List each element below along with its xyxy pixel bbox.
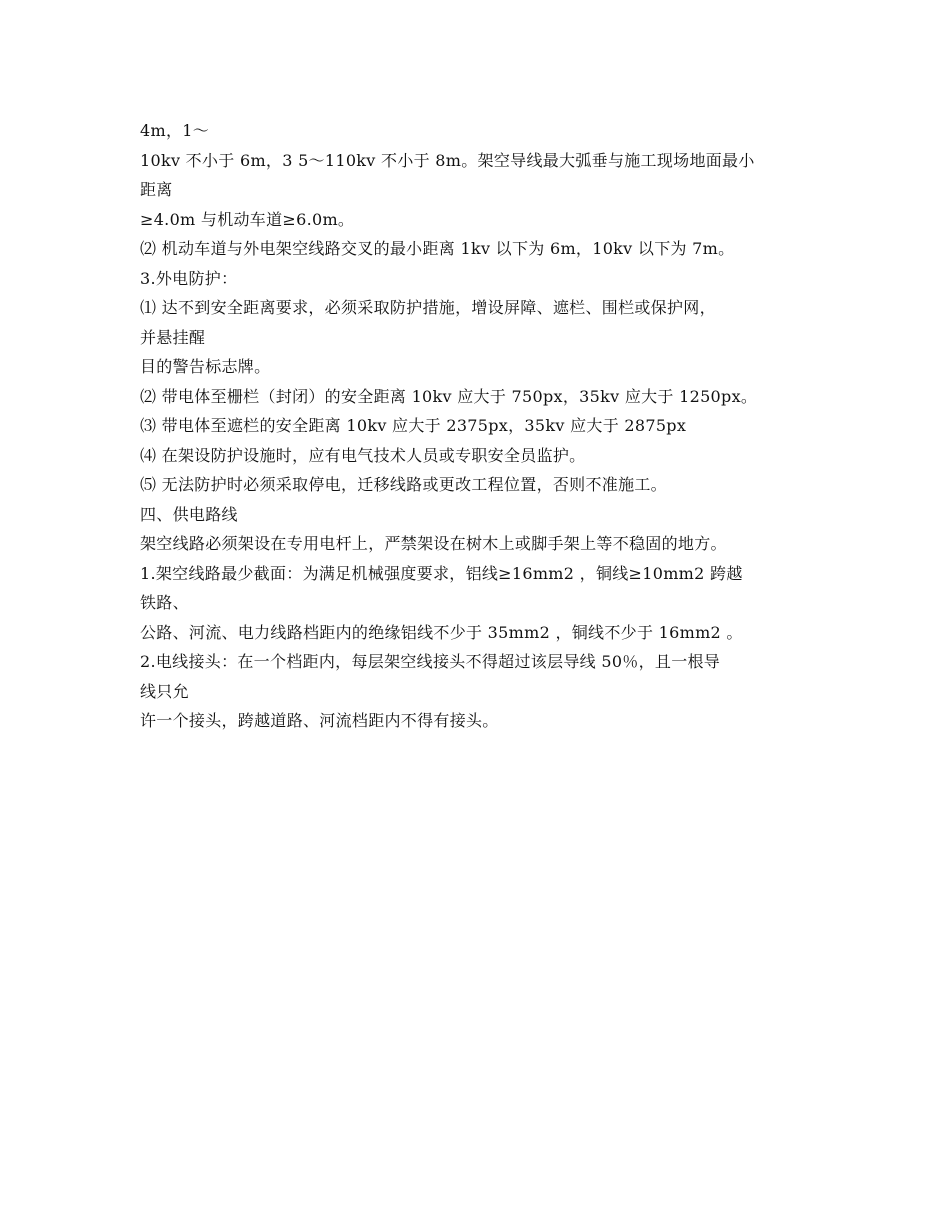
text-line: 距离	[140, 180, 173, 199]
text-line: 并悬挂醒	[140, 327, 206, 347]
text-line: 公路、河流、电力线路档距内的绝缘铝线不少于 35mm2 ，铜线不少于 16mm2 。	[140, 622, 743, 642]
text-line: 目的警告标志牌。	[140, 357, 271, 376]
text-line: 2.电线接头：在一个档距内，每层架空线接头不得超过该层导线 50％，且一根导	[140, 652, 721, 671]
section-heading: 3.外电防护：	[140, 268, 238, 288]
text-line: 1.架空线路最少截面：为满足机械强度要求，铝线≥16mm2 ，铜线≥10mm2 跨越	[140, 563, 743, 583]
text-line: 线只允	[140, 681, 189, 701]
text-line: 许一个接头，跨越道路、河流档距内不得有接头。	[140, 711, 499, 730]
text-line: 10kv 不小于 6m，3 5～110kv 不小于 8m。架空导线最大弧垂与施工现场地面最小	[140, 150, 755, 170]
text-line: 架空线路必须架设在专用电杆上，严禁架设在树木上或脚手架上等不稳固的地方。	[140, 534, 727, 553]
text-line: 4m，1～	[140, 121, 210, 140]
text-line: 铁路、	[140, 593, 189, 612]
text-line: ⑷ 在架设防护设施时，应有电气技术人员或专职安全员监护。	[140, 445, 586, 465]
text-line: ≥4.0m 与机动车道≥6.0m。	[140, 209, 355, 229]
section-heading: 四、供电路线	[140, 504, 238, 524]
document-body	[140, 116, 820, 736]
text-line: ⑴ 达不到安全距离要求，必须采取防护措施，增设屏障、遮栏、围栏或保护网，	[140, 298, 716, 317]
text-line: ⑵ 机动车道与外电架空线路交叉的最小距离 1kv 以下为 6m，10kv 以下为 7m。	[140, 239, 735, 258]
text-line: ⑸ 无法防护时必须采取停电，迁移线路或更改工程位置，否则不准施工。	[140, 475, 667, 494]
text-line: ⑶ 带电体至遮栏的安全距离 10kv 应大于 2375px，35kv 应大于 2875px	[140, 416, 687, 435]
text-line: ⑵ 带电体至栅栏（封闭）的安全距离 10kv 应大于 750px，35kv 应大于 1250px。	[140, 386, 758, 406]
